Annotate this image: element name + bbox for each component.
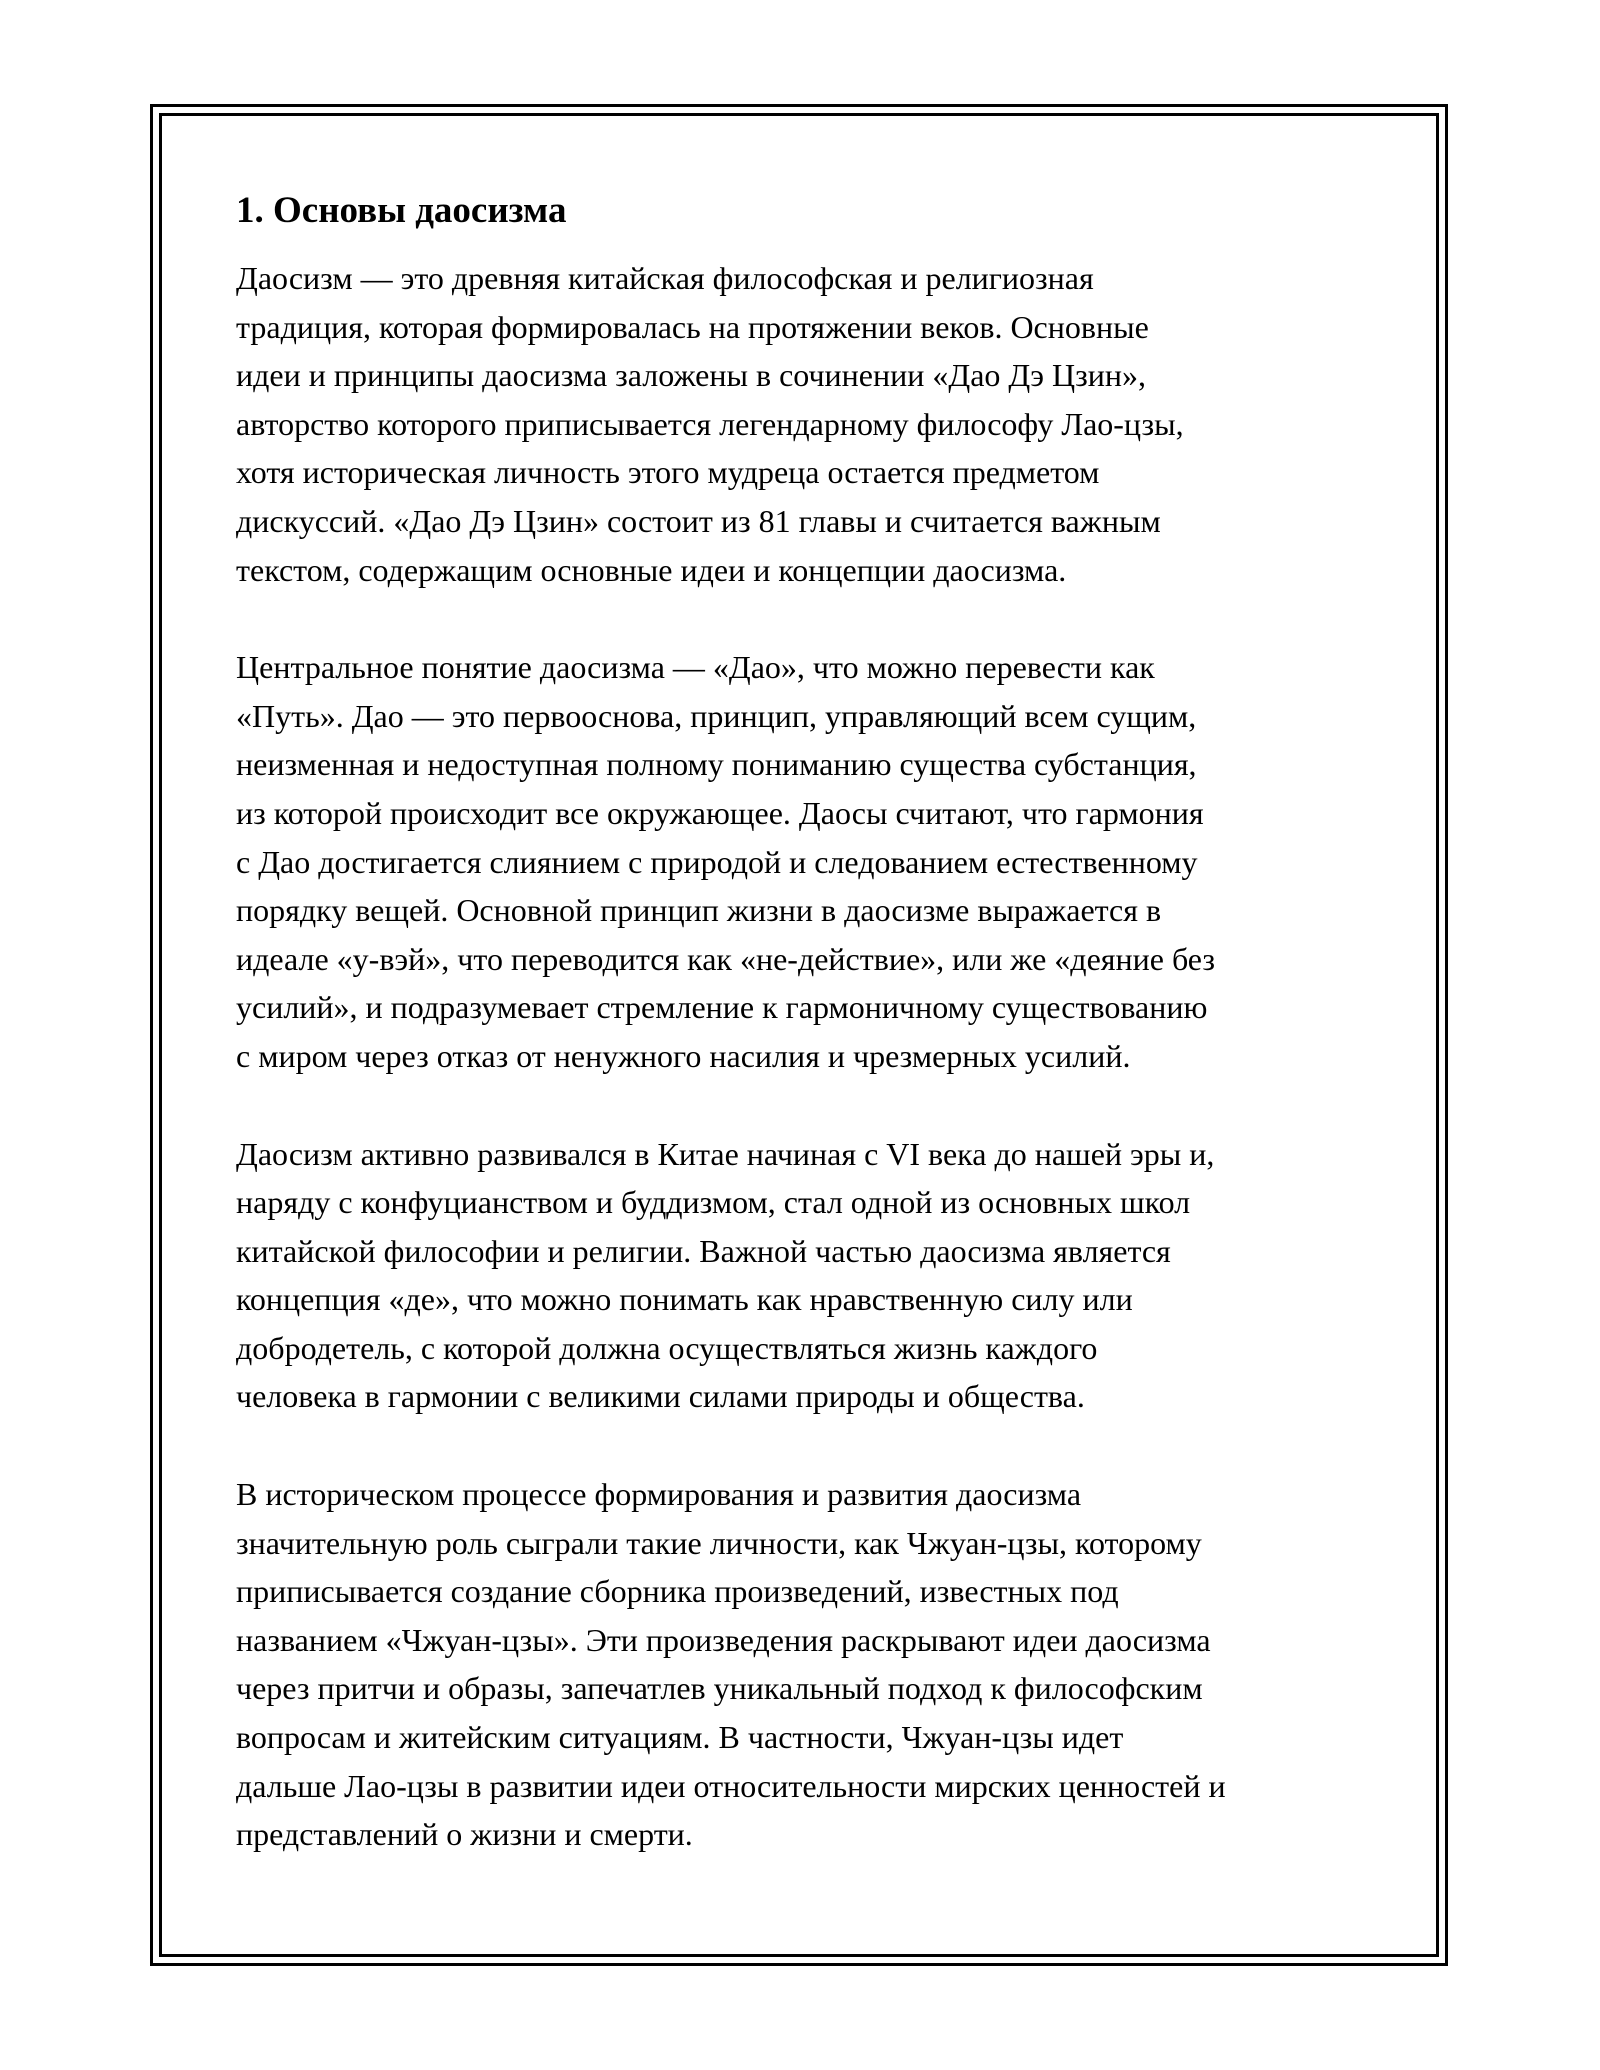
- paragraph-4: В историческом процессе формирования и развития даосизма значительную роль сыграли такие личности, как Чжуан-цзы, которому приписывается создание сборника произведений, известных под названием «Чжуан-цзы». Эти произведения раскрывают идеи даосизма через притчи и образы, запечатлев уникальный подход к философским вопросам и житейским ситуациям. В частности, Чжуан-цзы идет дальше Лао-цзы в развитии идеи относительности мирских ценностей и представлений о жизни и смерти.: [236, 1476, 1226, 1853]
- paragraph-3: Даосизм активно развивался в Китае начиная с VI века до нашей эры и, наряду с конфуцианством и буддизмом, стал одной из основных школ китайской философии и религии. Важной частью даосизма является концепция «де», что можно понимать как нравственную силу или добродетель, с которой должна осуществляться жизнь каждого человека в гармонии с великими силами природы и общества.: [236, 1135, 1215, 1415]
- paragraph-2: Центральное понятие даосизма — «Дао», что можно перевести как «Путь». Дао — это первооснова, принцип, управляющий всем сущим, неизменная и недоступная полному пониманию существа субстанция, из которой происходит все окружающее. Даосы считают, что гармония с Дао достигается слиянием с природой и следованием естественному порядку вещей. Основной принцип жизни в даосизме выражается в идеале «у-вэй», что переводится как «не-действие», или же «деяние без усилий», и подразумевает стремление к гармоничному существованию с миром через отказ от ненужного насилия и чрезмерных усилий.: [236, 649, 1216, 1074]
- paragraph-1: Даосизм — это древняя китайская философская и религиозная традиция, которая формировалась на протяжении веков. Основные идеи и принципы даосизма заложены в сочинении «Дао Дэ Цзин», авторство которого приписывается легендарному философу Лао-цзы, хотя историческая личность этого мудреца остается предметом дискуссий. «Дао Дэ Цзин» состоит из 81 главы и считается важным текстом, содержащим основные идеи и концепции даосизма.: [236, 260, 1184, 588]
- section-title: 1. Основы даосизма: [236, 190, 567, 231]
- document-body: [236, 186, 1396, 1859]
